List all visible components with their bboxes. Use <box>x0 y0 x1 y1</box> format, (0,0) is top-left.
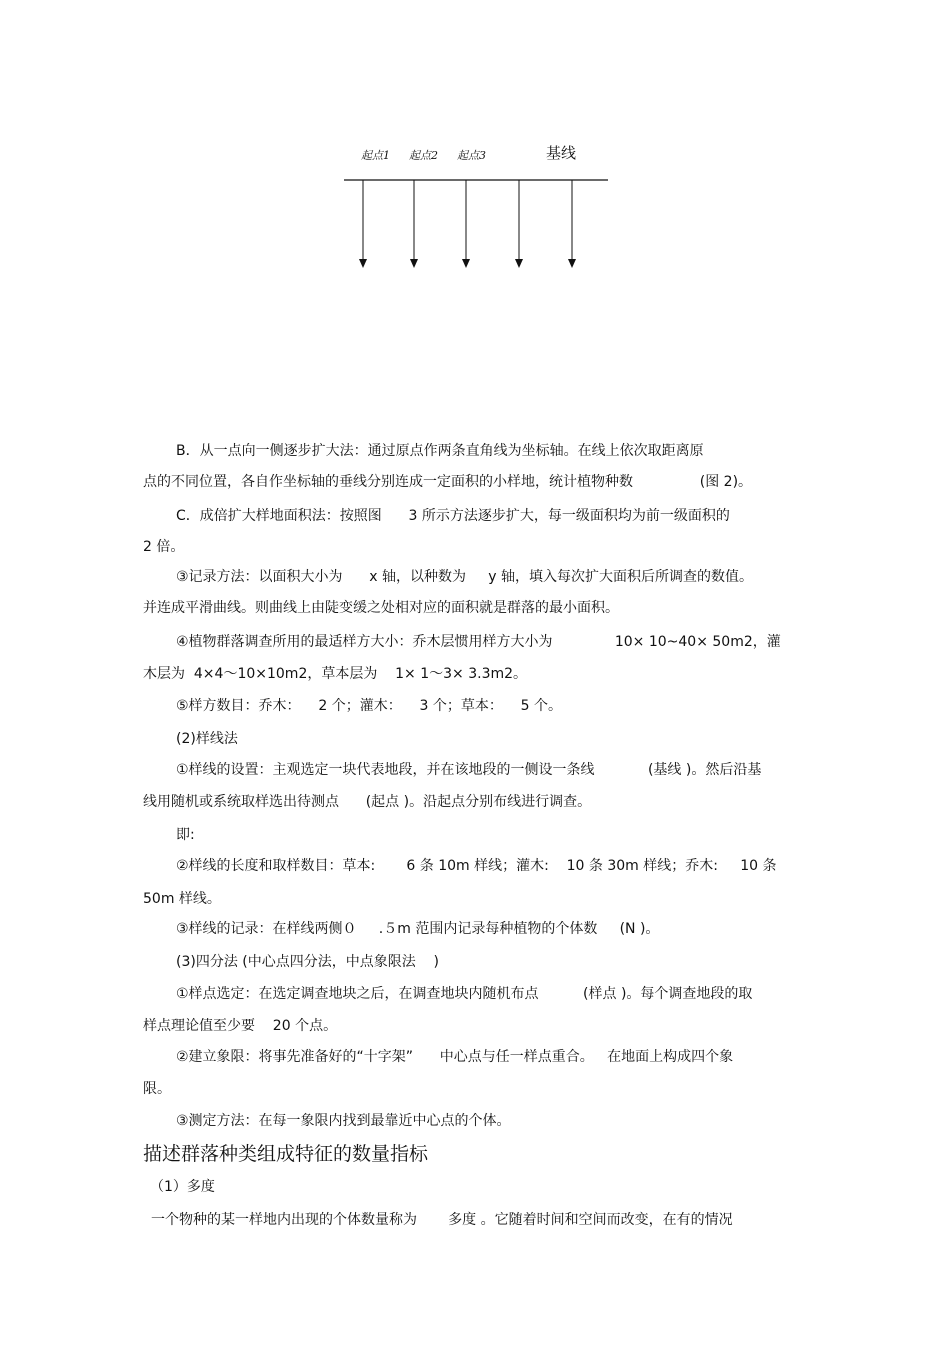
sample-point-line2: 样点理论值至少要 20 个点。 <box>143 1018 338 1034</box>
transect-record-line: ③样线的记录：在样线两侧０ .５m 范围内记录每种植物的个体数 (N )。 <box>176 921 660 937</box>
abundance-subheading: （1）多度 <box>150 1179 215 1195</box>
transect-arrow-1 <box>359 180 367 268</box>
abundance-definition-line: 一个物种的某一样地内出现的个体数量称为 多度 。它随着时间和空间而改变，在有的情况 <box>151 1212 733 1228</box>
measure-method-line: ③测定方法：在每一象限内找到最靠近中心点的个体。 <box>176 1113 511 1129</box>
transect-arrow-2 <box>410 180 418 268</box>
baseline-diagram <box>0 0 950 300</box>
paragraph-b-line2: 点的不同位置，各自作坐标轴的垂线分别连成一定面积的小样地，统计植物种数 (图 2)。 <box>143 474 753 490</box>
transect-note: 即: <box>176 827 195 843</box>
start-point-3-label: 起点3 <box>457 149 486 162</box>
start-point-1-label: 起点1 <box>361 149 390 162</box>
record-method-line2: 并连成平滑曲线。则曲线上由陡变缓之处相对应的面积就是群落的最小面积。 <box>143 600 619 616</box>
paragraph-c-line2: 2 倍。 <box>143 539 185 555</box>
paragraph-c-line1: C．成倍扩大样地面积法：按照图 3 所示方法逐步扩大，每一级面积均为前一级面积的 <box>176 508 730 524</box>
sample-point-line1: ①样点选定：在选定调查地块之后，在调查地块内随机布点 (样点 )。每个调查地段的取 <box>176 986 753 1002</box>
baseline-label: 基线 <box>546 144 577 162</box>
start-point-2-label: 起点2 <box>409 149 438 162</box>
record-method-line1: ③记录方法：以面积大小为 x 轴，以种数为 y 轴，填入每次扩大面积后所调查的数值。 <box>176 569 753 585</box>
quadrat-number-line: ⑤样方数目：乔木： 2 个；灌木： 3 个；草本： 5 个。 <box>176 698 563 714</box>
transect-arrow-5 <box>568 180 576 268</box>
transect-length-line1: ②样线的长度和取样数目：草本: 6 条 10m 样线；灌木: 10 条 30m 样线；乔木: 10 条 <box>176 858 777 874</box>
quadrat-size-line1: ④植物群落调查所用的最适样方大小：乔木层惯用样方大小为 10× 10~40× 50m2，灌 <box>176 634 781 650</box>
transect-length-line2: 50m 样线。 <box>143 891 221 907</box>
quarter-method-heading: (3)四分法 (中心点四分法，中点象限法 ) <box>176 954 440 970</box>
quadrant-line1: ②建立象限：将事先准备好的“十字架” 中心点与任一样点重合。 在地面上构成四个象 <box>176 1049 734 1065</box>
transect-arrow-3 <box>462 180 470 268</box>
quadrat-size-line2: 木层为 4×4～10×10m2，草本层为 1× 1～3× 3.3m2。 <box>143 666 528 682</box>
quadrant-line2: 限。 <box>143 1081 171 1097</box>
transect-method-heading: (2)样线法 <box>176 731 238 747</box>
transect-setup-line2: 线用随机或系统取样选出待测点 (起点 )。沿起点分别布线进行调查。 <box>143 794 592 810</box>
section-heading: 描述群落种类组成特征的数量指标 <box>143 1143 429 1165</box>
transect-setup-line1: ①样线的设置：主观选定一块代表地段，并在该地段的一侧设一条线 (基线 )。然后沿基 <box>176 762 762 778</box>
paragraph-b-line1: B．从一点向一侧逐步扩大法：通过原点作两条直角线为坐标轴。在线上依次取距离原 <box>176 443 704 459</box>
transect-arrow-4 <box>515 180 523 268</box>
